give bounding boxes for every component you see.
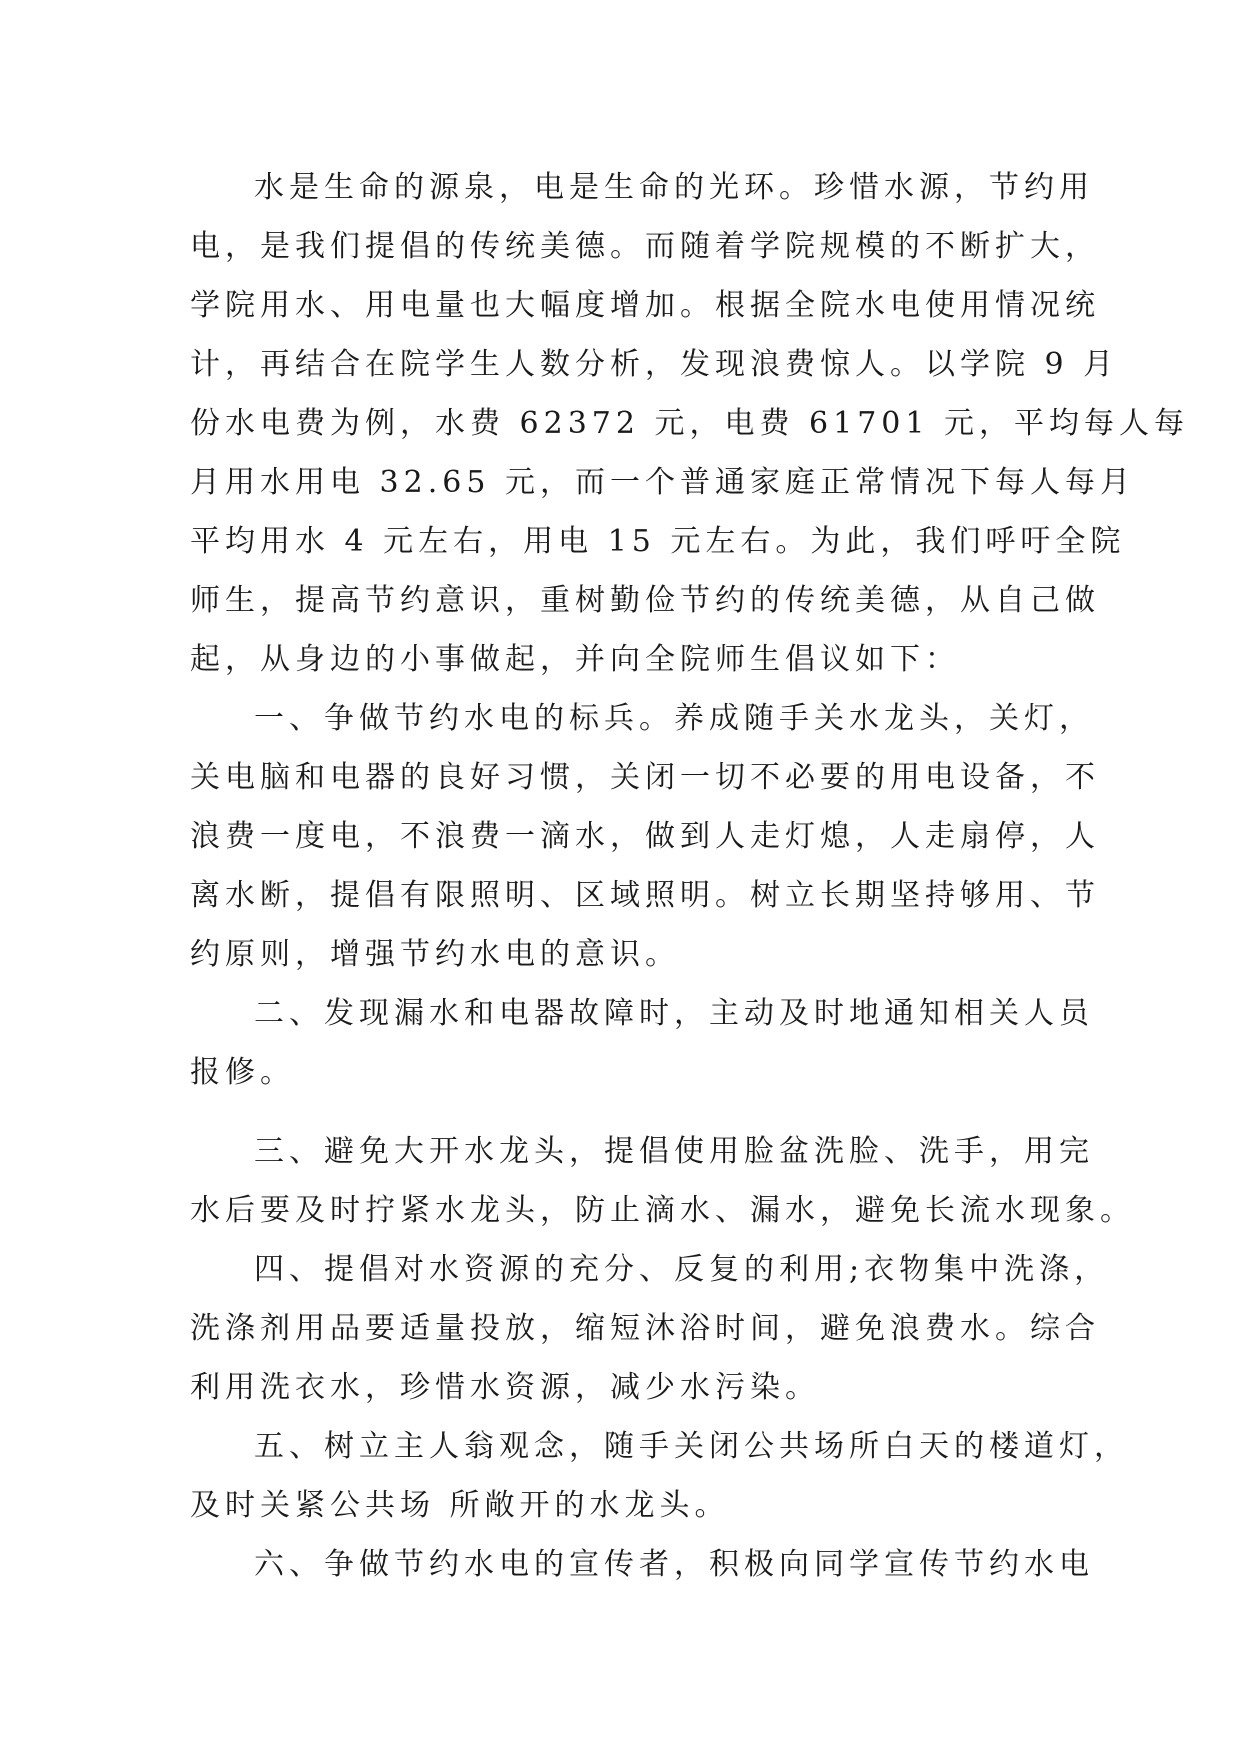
paragraph-gap xyxy=(190,1102,1050,1122)
text-line: 四、提倡对水资源的充分、反复的利用;衣物集中洗涤， xyxy=(254,1252,1110,1287)
text-line: 离水断，提倡有限照明、区域照明。树立长期坚持够用、节 xyxy=(190,878,1100,913)
text-line: 份水电费为例，水费 62372 元，电费 61701 元，平均每人每 xyxy=(190,406,1190,441)
text-line: 三、避免大开水龙头，提倡使用脸盆洗脸、洗手，用完 xyxy=(254,1134,1094,1169)
text-line: 月用水用电 32.65 元，而一个普通家庭正常情况下每人每月 xyxy=(190,465,1135,500)
text-line: 一、争做节约水电的标兵。养成随手关水龙头，关灯， xyxy=(254,701,1094,736)
text-line: 计，再结合在院学生人数分析，发现浪费惊人。以学院 9 月 xyxy=(190,347,1119,382)
text-line: 师生，提高节约意识，重树勤俭节约的传统美德，从自己做 xyxy=(190,583,1100,618)
text-line: 及时关紧公共场 所敞开的水龙头。 xyxy=(190,1488,730,1523)
text-line: 约原则，增强节约水电的意识。 xyxy=(190,937,680,972)
text-line: 二、发现漏水和电器故障时，主动及时地通知相关人员 xyxy=(254,996,1094,1031)
text-line: 电，是我们提倡的传统美德。而随着学院规模的不断扩大， xyxy=(190,229,1100,264)
text-line: 六、争做节约水电的宣传者，积极向同学宣传节约水电 xyxy=(254,1547,1094,1582)
text-line: 利用洗衣水，珍惜水资源，减少水污染。 xyxy=(190,1370,820,1405)
text-line: 起，从身边的小事做起，并向全院师生倡议如下： xyxy=(190,642,960,677)
text-line: 学院用水、用电量也大幅度增加。根据全院水电使用情况统 xyxy=(190,288,1100,323)
text-line: 水是生命的源泉，电是生命的光环。珍惜水源，节约用 xyxy=(254,170,1094,205)
text-line: 水后要及时拧紧水龙头，防止滴水、漏水，避免长流水现象。 xyxy=(190,1193,1135,1228)
text-line: 洗涤剂用品要适量投放，缩短沐浴时间，避免浪费水。综合 xyxy=(190,1311,1100,1346)
text-line: 报修。 xyxy=(190,1055,295,1090)
text-line: 关电脑和电器的良好习惯，关闭一切不必要的用电设备，不 xyxy=(190,760,1100,795)
document-body xyxy=(190,158,1190,1594)
text-line: 五、树立主人翁观念，随手关闭公共场所白天的楼道灯， xyxy=(254,1429,1129,1464)
text-line: 浪费一度电，不浪费一滴水，做到人走灯熄，人走扇停，人 xyxy=(190,819,1100,854)
text-line: 平均用水 4 元左右，用电 15 元左右。为此，我们呼吁全院 xyxy=(190,524,1126,559)
